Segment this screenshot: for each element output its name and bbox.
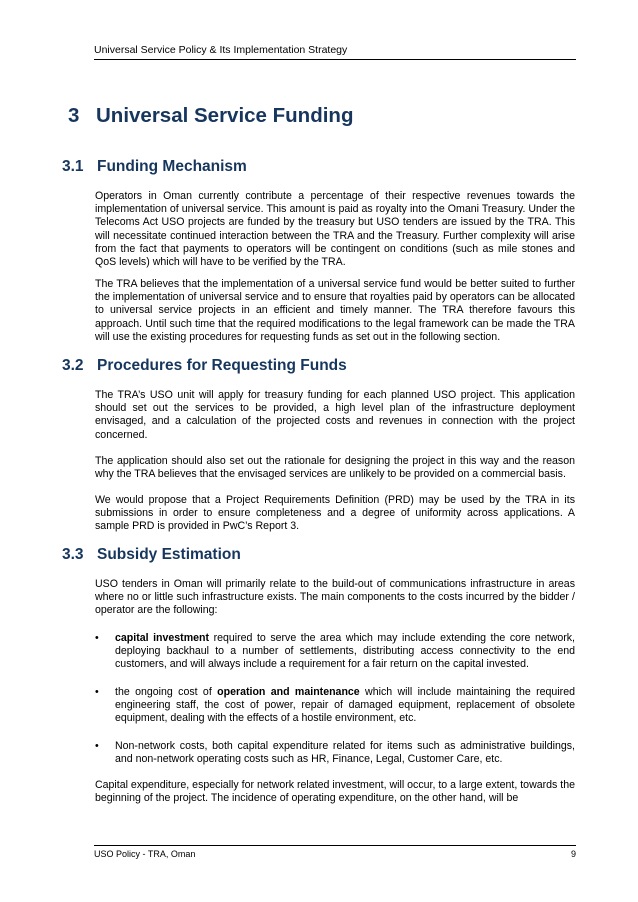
chapter-number: 3 — [68, 104, 80, 127]
paragraph: Capital expenditure, especially for network related investment, will occur, to a large extent, towards the beginning of the project. The incidence of operating expenditure, on the other hand, will be — [95, 779, 575, 805]
section-number: 3.2 — [62, 357, 84, 374]
footer-document-label: USO Policy - TRA, Oman — [94, 849, 196, 859]
bullet-item: • capital investment required to serve the area which may include extending the core network, deploying backhaul to a number of settlements, distributing access connectivity to the end customers, and will always include a requirement for a fair return on the capital invested. — [95, 632, 575, 671]
chapter-heading — [68, 104, 353, 128]
paragraph: USO tenders in Oman will primarily relate to the build-out of communications infrastructure in areas where no or little such infrastructure exists. The main components to the costs incurred by the bidder / operator are the following: — [95, 578, 575, 617]
paragraph: The TRA believes that the implementation of a universal service fund would be better suited to further the implementation of universal service and to ensure that royalties paid by operators can be allocated to universal service projects in an efficient and timely manner. The TRA therefore favours this approach. Until such time that the required modifications to the legal framework can be made the TRA will use the existing procedures for requesting funds as set out in the following section. — [95, 278, 575, 343]
bullet-marker: • — [95, 632, 99, 644]
section-heading-3-1 — [62, 158, 247, 176]
section-heading-3-2 — [62, 357, 347, 375]
running-header-title: Universal Service Policy & Its Implementation Strategy — [94, 44, 348, 56]
bullet-item: • Non-network costs, both capital expenditure related for items such as administrative buildings, and non-network operating costs such as HR, Finance, Legal, Customer Care, etc. — [95, 740, 575, 766]
section-heading-3-3 — [62, 546, 241, 564]
paragraph: We would propose that a Project Requirements Definition (PRD) may be used by the TRA in its submissions in order to ensure completeness and a degree of uniformity across applications. A sample PRD is provided in PwC’s Report 3. — [95, 494, 575, 533]
section-number: 3.3 — [62, 546, 84, 563]
bold-term: operation and maintenance — [217, 686, 360, 698]
bullet-marker: • — [95, 686, 99, 698]
paragraph: Operators in Oman currently contribute a percentage of their respective revenues towards the implementation of universal service. This amount is paid as royalty into the Omani Treasury. Under the Telecoms Act USO projects are funded by the treasury but USO tenders are issued by the TRA. This will necessitate continued interaction between the TRA and the Treasury. Further complexity will arise from the fact that payments to operators will be contingent on conditions (such as mile stones and QoS levels) which will have to be verified by the TRA. — [95, 190, 575, 269]
section-title: Subsidy Estimation — [97, 546, 241, 563]
section-title: Procedures for Requesting Funds — [97, 357, 347, 374]
bold-term: capital investment — [115, 632, 210, 644]
paragraph: The TRA’s USO unit will apply for treasury funding for each planned USO project. This application should set out the services to be provided, a high level plan of the infrastructure deployment envisaged, and a calculation of the projected costs and revenues in connection with the project concerned. — [95, 389, 575, 441]
running-footer — [94, 845, 576, 860]
chapter-title: Universal Service Funding — [96, 104, 354, 127]
running-header — [94, 44, 576, 60]
paragraph: The application should also set out the rationale for designing the project in this way and the reason why the TRA believes that the envisaged services are unlikely to be provided on a commercial basis. — [95, 455, 575, 481]
bullet-marker: • — [95, 740, 99, 752]
page-number: 9 — [570, 849, 576, 859]
section-number: 3.1 — [62, 158, 84, 175]
section-title: Funding Mechanism — [97, 158, 247, 175]
bullet-item: • the ongoing cost of operation and maintenance which will include maintaining the required engineering staff, the cost of power, repair of damaged equipment, replacement of obsolete equipment, dealing with the effects of a hostile environment, etc. — [95, 686, 575, 725]
